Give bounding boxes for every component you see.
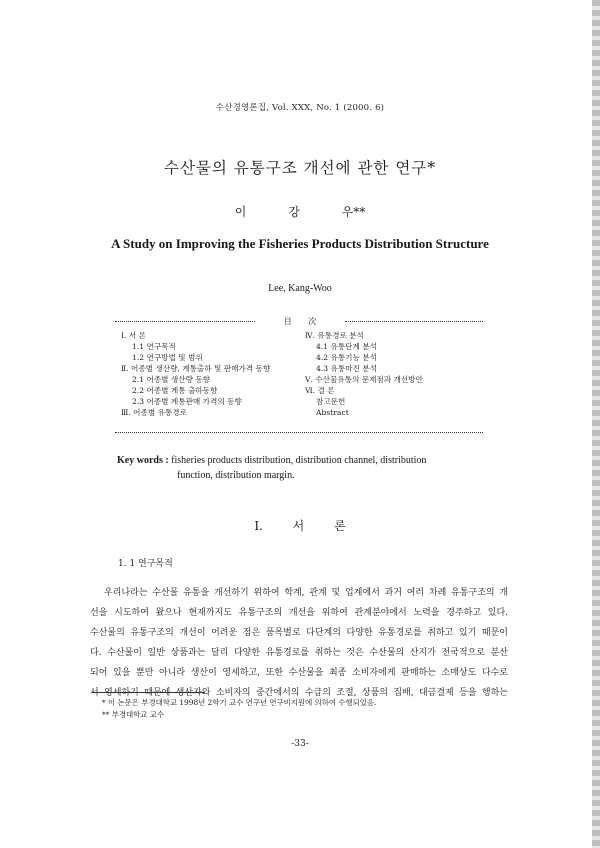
toc-item: Ⅵ. 결 론 [305,386,335,395]
body-line: 서 영세하기 때문에 생산자와 소비자의 중간에서의 수급의 조절, 상품의 집배, 대금결제 등을 행하는 [90,688,508,698]
subsection-heading: 1. 1 연구목적 [118,559,173,569]
toc-item: Ⅱ. 어종별 생산량, 계통출하 및 판매가격 동향 [121,364,271,373]
title-korean: 수산물의 유통구조 개선에 관한 연구* [163,159,437,177]
footnote-rule [92,692,204,693]
body-line: 우리나라는 수산물 유통을 개선하기 위하여 학계, 관계 및 업계에서 과거 여러 차례 유통구조의 개 [104,588,508,598]
body-line: 다. 수산물이 일반 상품과는 달리 다양한 유통경로를 취하는 것은 수산물의 산지가 전국적으로 분산 [90,648,508,658]
footnote-2: ** 부경대학교 교수 [102,710,165,719]
body-line: 되어 있을 뿐만 아니라 생산이 영세하고, 또한 수산물을 최종 소비자에게 판매하는 소매상도 다수로 [90,668,508,678]
body-line: 선을 시도하여 왔으나 현재까지도 유통구조의 개선을 위하여 관계분야에서 노력을 경주하고 있다. [90,608,508,618]
keywords-label: Key words : [117,455,169,466]
toc-item: 참고문헌 [316,397,346,406]
toc-item: 2.3 어종별 계통판매 가격의 동향 [132,397,242,406]
toc-top-rule-left [115,321,255,322]
keywords-line-1: fisheries products distribution, distribution channel, distribution [171,455,427,466]
footnotes [102,697,376,721]
journal-header: 수산경영론집, Vol. XXX, No. 1 (2000. 6) [215,103,385,113]
toc-heading: 目 次 [283,317,317,326]
section-heading: Ⅰ. 서 론 [254,519,346,533]
footnote-1: * 이 논문은 부경대학교 1998년 2학기 교수 연구년 연구비지원에 의하여 수행되었음. [102,698,377,707]
toc-item: 4.1 유통단계 분석 [316,342,377,351]
title-english: A Study on Improving the Fisheries Products Distribution Structure [111,236,489,251]
toc-item: 1.2 연구방법 및 범위 [132,353,203,362]
body-paragraph [90,583,508,703]
keywords-line-2: function, distribution margin. [177,470,295,481]
toc-item: 1.1 연구목적 [132,342,176,351]
toc-bottom-rule [115,432,483,433]
toc-item: Ⅳ. 유통경로 분석 [305,331,364,340]
body-line: 수산물의 유통구조의 개선이 어려운 점은 품목별로 다단계의 다양한 유통경로를 취하고 있기 때문이 [90,628,508,638]
keywords [117,453,489,483]
toc-top-rule-right [345,321,483,322]
toc-left-column [121,330,301,418]
scan-edge-decoration [592,0,600,848]
toc-item: Ⅴ. 수산물유통의 문제점과 개선방안 [305,375,423,384]
author-korean: 이 강 우** [234,205,366,219]
toc-item: 2.1 어종별 생산량 동향 [132,375,211,384]
toc-item: Abstract [316,408,349,417]
toc-item: 4.3 유통마진 분석 [316,364,377,373]
toc-item: Ⅲ. 어종별 유통경로 [121,408,187,417]
author-english: Lee, Kang-Woo [268,283,332,294]
toc-item: 4.2 유통기능 분석 [316,353,377,362]
toc-item: Ⅰ. 서 론 [121,331,146,340]
page-number: -33- [291,739,309,749]
table-of-contents [115,316,483,434]
toc-item: 2.2 어종별 계통 출하동향 [132,386,218,395]
toc-right-column [305,330,481,418]
